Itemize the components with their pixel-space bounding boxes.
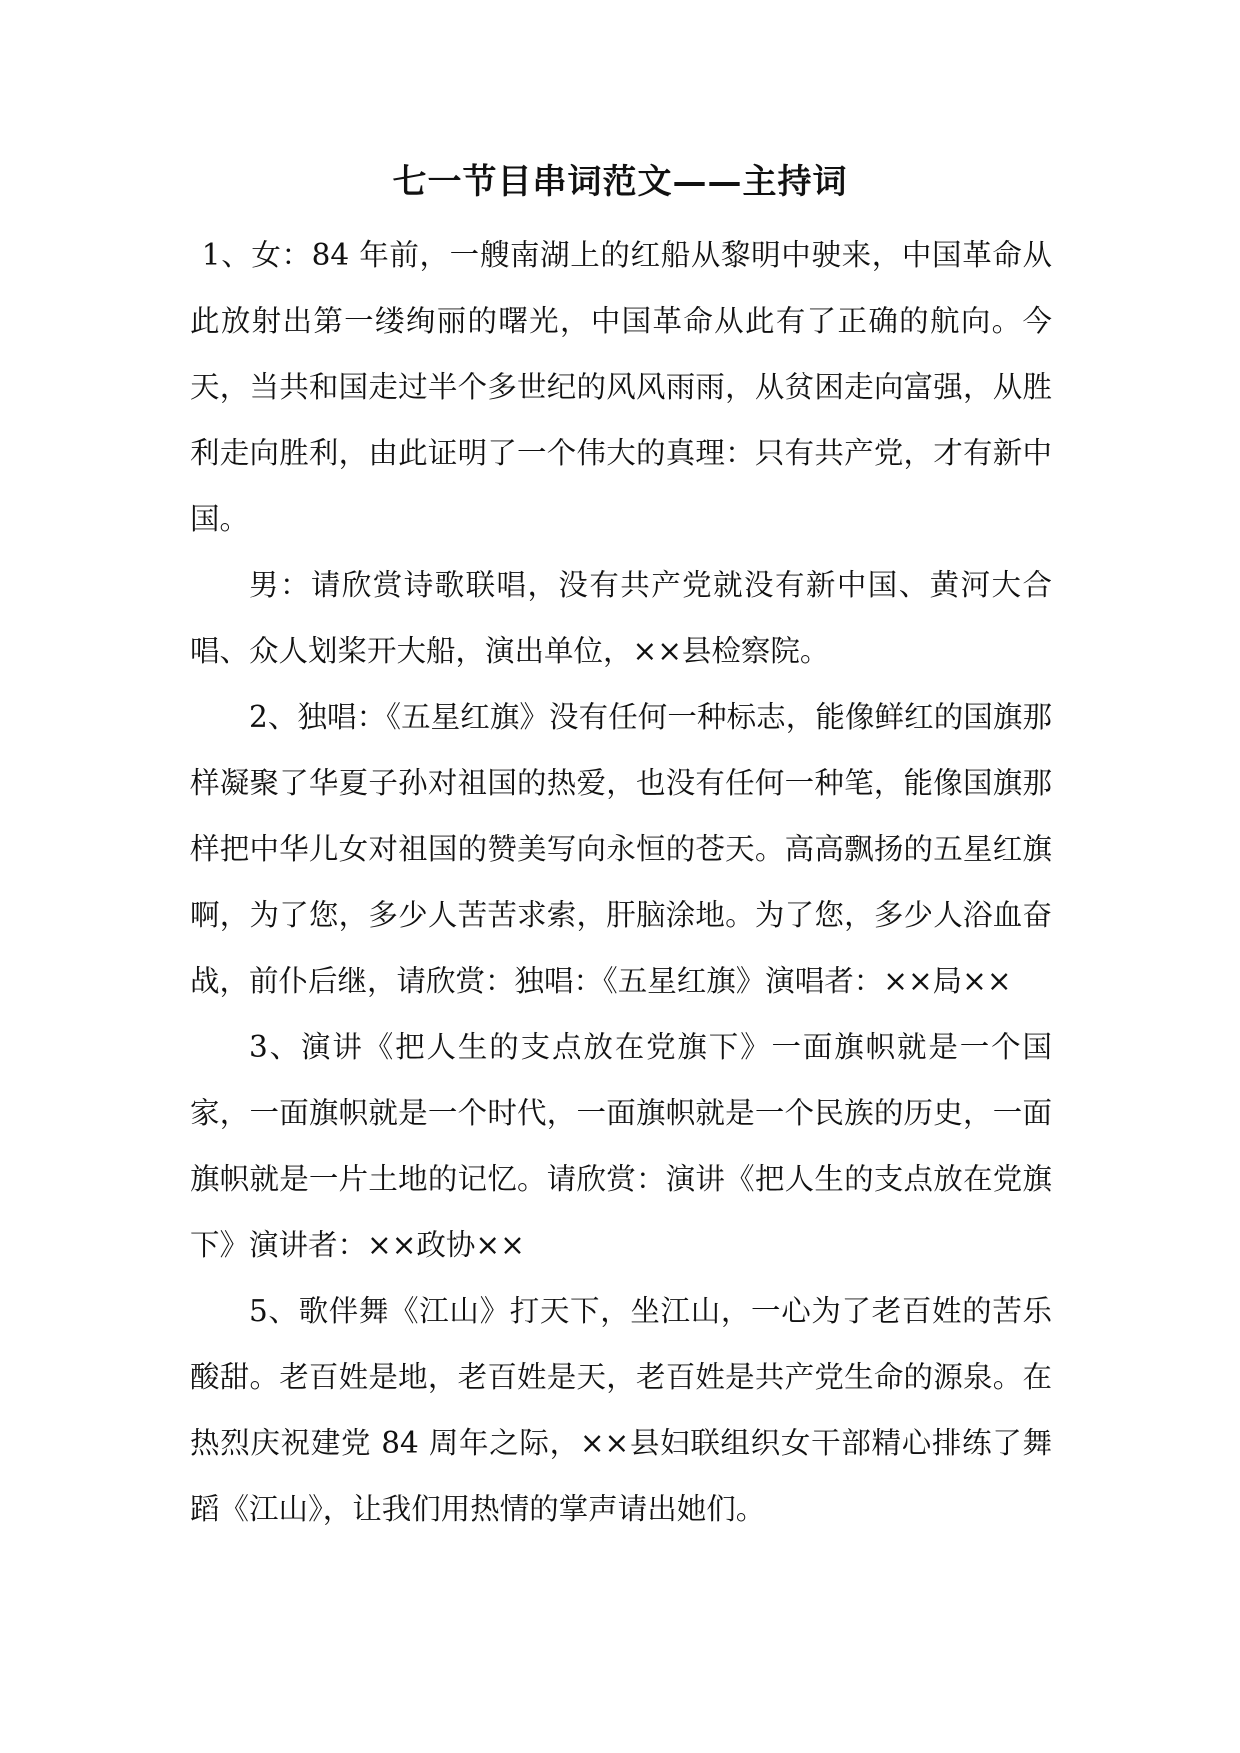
paragraph-2: 男：请欣赏诗歌联唱，没有共产党就没有新中国、黄河大合唱、众人划桨开大船，演出单位，××县检察院。 bbox=[190, 568, 1052, 668]
paragraph-1: 1、女：84 年前，一艘南湖上的红船从黎明中驶来，中国革命从此放射出第一缕绚丽的曙光，中国革命从此有了正确的航向。今天，当共和国走过半个多世纪的风风雨雨，从贫困走向富强，从胜利走向胜利，由此证明了一个伟大的真理：只有共产党，才有新中国。 bbox=[190, 238, 1052, 536]
paragraph-3: 2、独唱：《五星红旗》没有任何一种标志，能像鲜红的国旗那样凝聚了华夏子孙对祖国的热爱，也没有任何一种笔，能像国旗那样把中华儿女对祖国的赞美写向永恒的苍天。高高飘扬的五星红旗啊，为了您，多少人苦苦求索，肝脑涂地。为了您，多少人浴血奋战，前仆后继，请欣赏：独唱：《五星红旗》演唱者：××局×× bbox=[190, 700, 1052, 998]
paragraph-5: 5、歌伴舞《江山》打天下，坐江山，一心为了老百姓的苦乐酸甜。老百姓是地，老百姓是天，老百姓是共产党生命的源泉。在热烈庆祝建党 84 周年之际，××县妇联组织女干部精心排练了舞蹈《江山》，让我们用热情的掌声请出她们。 bbox=[190, 1294, 1052, 1526]
document-title: 七一节目串词范文——主持词 bbox=[392, 162, 848, 202]
document-body bbox=[190, 222, 1052, 1542]
paragraph-4: 3、演讲《把人生的支点放在党旗下》一面旗帜就是一个国家，一面旗帜就是一个时代，一面旗帜就是一个民族的历史，一面旗帜就是一片土地的记忆。请欣赏：演讲《把人生的支点放在党旗下》演讲者：××政协×× bbox=[190, 1030, 1052, 1262]
